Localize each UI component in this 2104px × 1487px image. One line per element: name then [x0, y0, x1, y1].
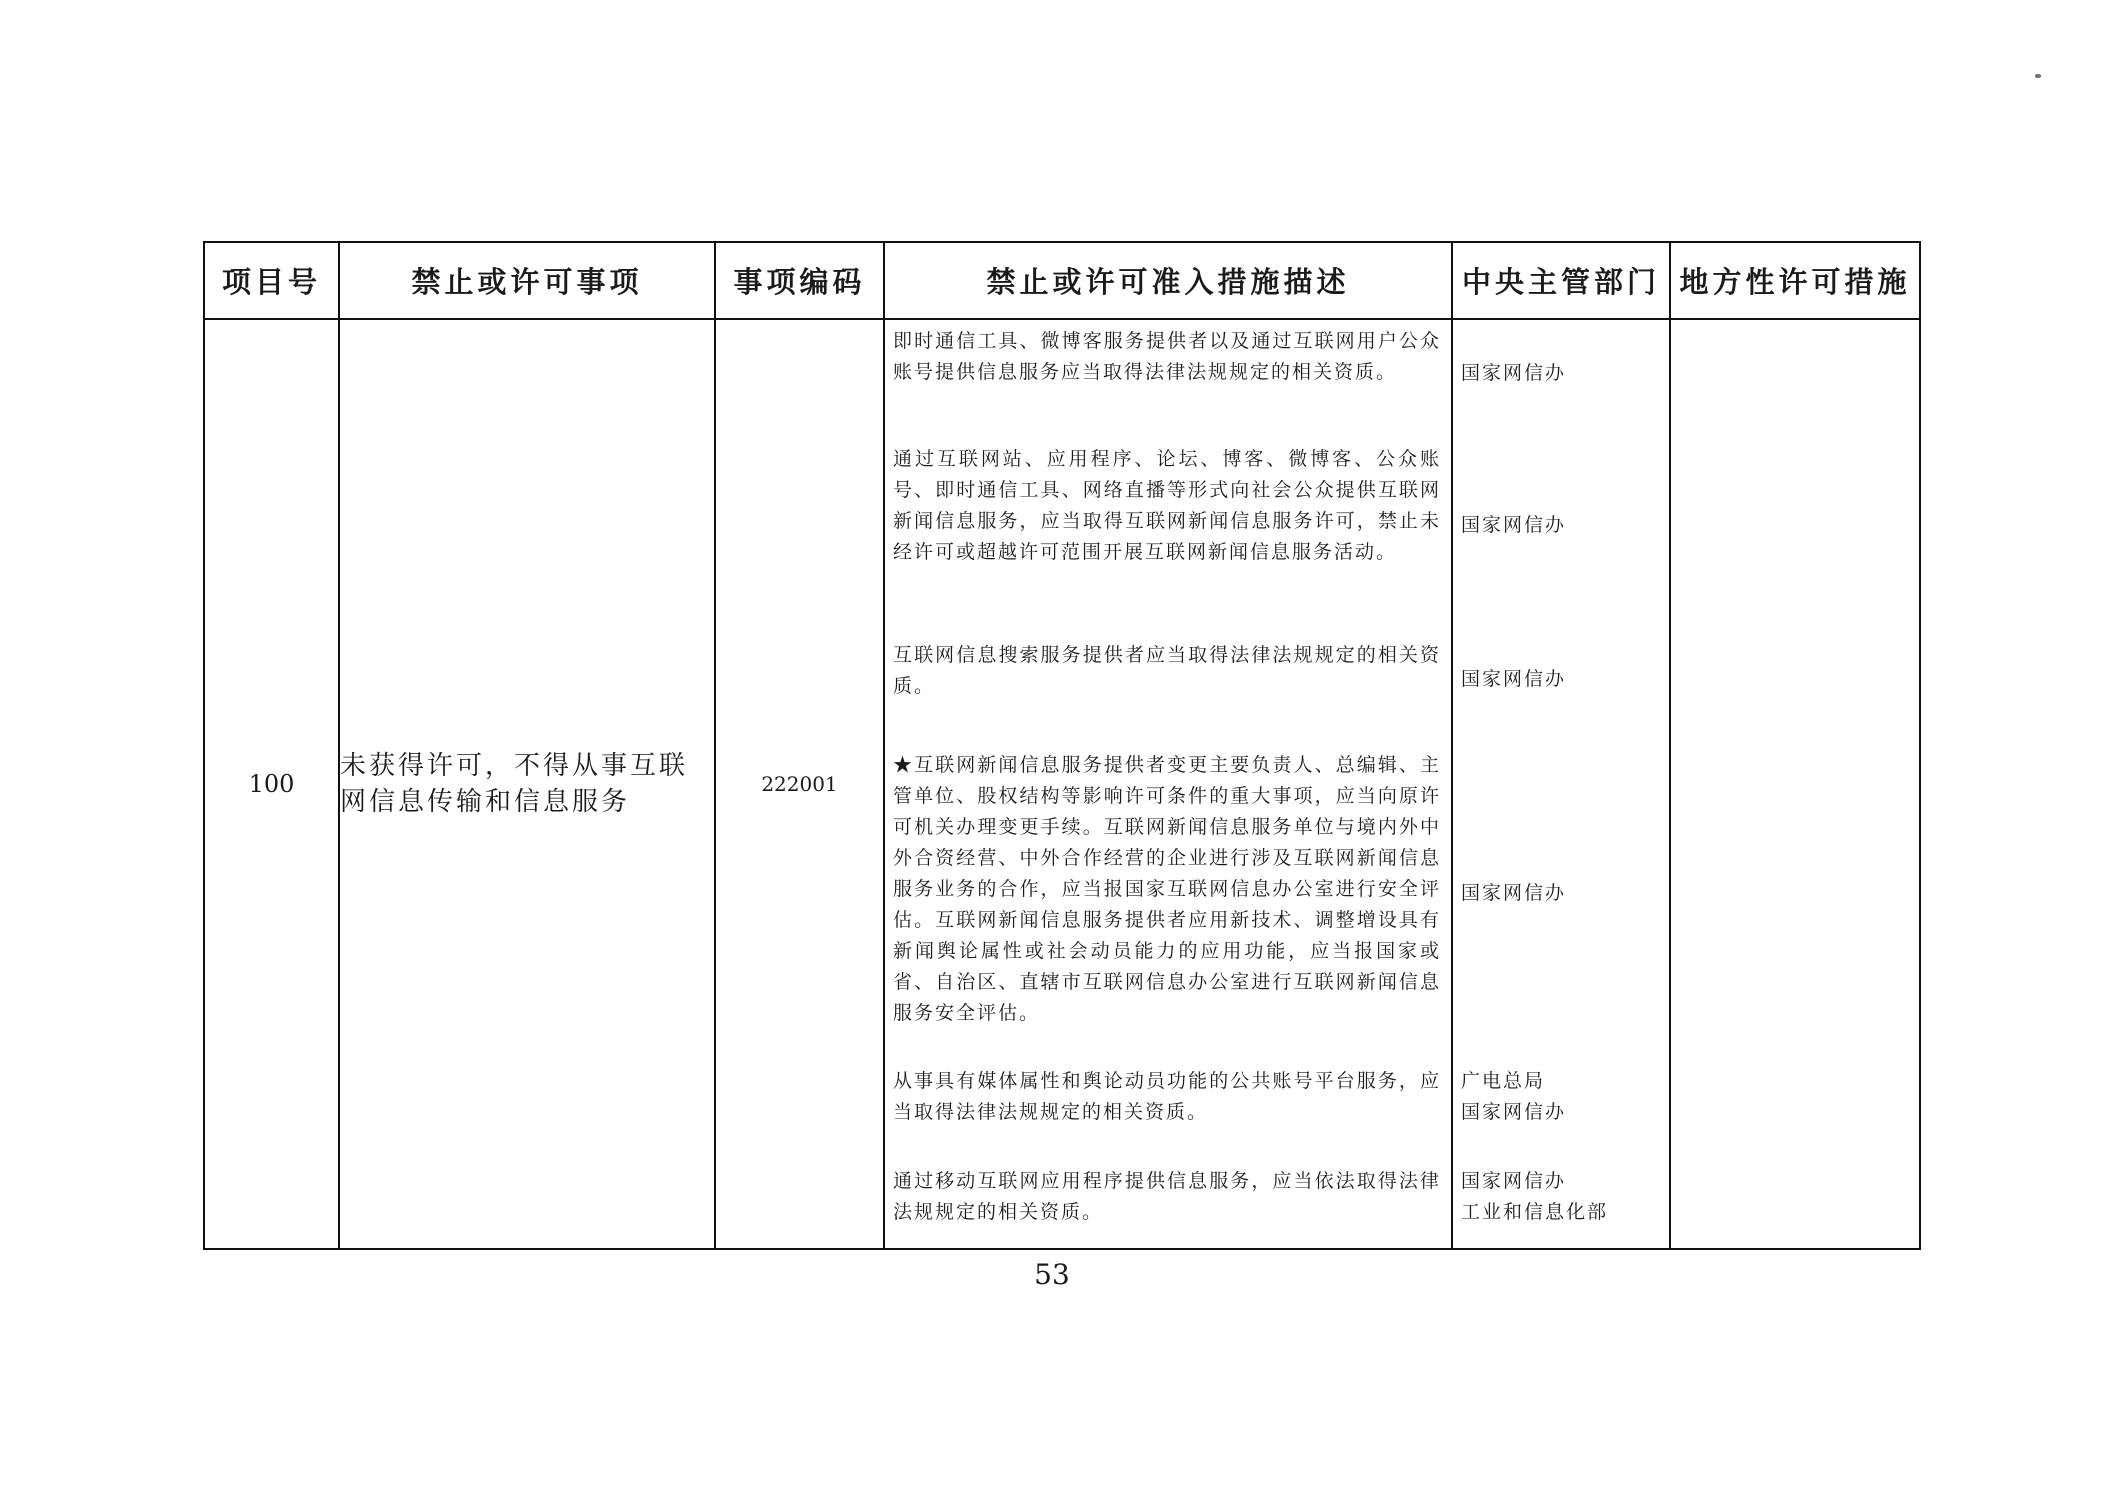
- header-row: [204, 242, 1920, 319]
- measure-description: 通过互联网站、应用程序、论坛、博客、微博客、公众账号、即时通信工具、网络直播等形式向社会公众提供互联网新闻信息服务，应当取得互联网新闻信息服务许可，禁止未经许可或超越许可范围开展互联网新闻信息服务活动。: [893, 448, 1441, 563]
- measure-description: ★互联网新闻信息服务提供者变更主要负责人、总编辑、主管单位、股权结构等影响许可条件的重大事项，应当向原许可机关办理变更手续。互联网新闻信息服务单位与境内外中外合资经营、中外合作经营的企业进行涉及互联网新闻信息服务业务的合作，应当报国家互联网信息办公室进行安全评估。互联网新闻信息服务提供者应用新技术、调整增设具有新闻舆论属性或社会动员能力的应用功能，应当报国家或省、自治区、直辖市互联网信息办公室进行互联网新闻信息服务安全评估。: [893, 754, 1441, 1024]
- header-description: 禁止或许可准入措施描述: [884, 242, 1452, 319]
- permit-table: [203, 241, 1921, 1250]
- department-cell: [1452, 319, 1670, 1249]
- header-local-measure: 地方性许可措施: [1670, 242, 1920, 319]
- measure-description: 从事具有媒体属性和舆论动员功能的公共账号平台服务，应当取得法律法规规定的相关资质。: [893, 1070, 1441, 1123]
- item-cell: 未获得许可，不得从事互联网信息传输和信息服务: [339, 319, 715, 1249]
- header-department: 中央主管部门: [1452, 242, 1670, 319]
- scan-speck: [2035, 74, 2041, 78]
- measure-description: 互联网信息搜索服务提供者应当取得法律法规规定的相关资质。: [893, 644, 1441, 697]
- measure-description: 即时通信工具、微博客服务提供者以及通过互联网用户公众账号提供信息服务应当取得法律法规规定的相关资质。: [893, 330, 1441, 383]
- header-code: 事项编码: [715, 242, 884, 319]
- department-text: 国家网信办 工业和信息化部: [1461, 1170, 1609, 1223]
- header-project-number: 项目号: [204, 242, 339, 319]
- local-measure-cell: [1670, 319, 1920, 1249]
- code-cell: 222001: [715, 319, 884, 1249]
- header-item: 禁止或许可事项: [339, 242, 715, 319]
- department-text: 国家网信办: [1461, 514, 1567, 536]
- page-number: 53: [1034, 1258, 1070, 1291]
- department-text: 广电总局 国家网信办: [1461, 1070, 1567, 1123]
- table-row: [204, 319, 1920, 1249]
- department-text: 国家网信办: [1461, 882, 1567, 904]
- description-cell: [884, 319, 1452, 1249]
- department-text: 国家网信办: [1461, 668, 1567, 690]
- measure-description: 通过移动互联网应用程序提供信息服务，应当依法取得法律法规规定的相关资质。: [893, 1170, 1441, 1223]
- project-number-cell: 100: [204, 319, 339, 1249]
- department-text: 国家网信办: [1461, 362, 1567, 384]
